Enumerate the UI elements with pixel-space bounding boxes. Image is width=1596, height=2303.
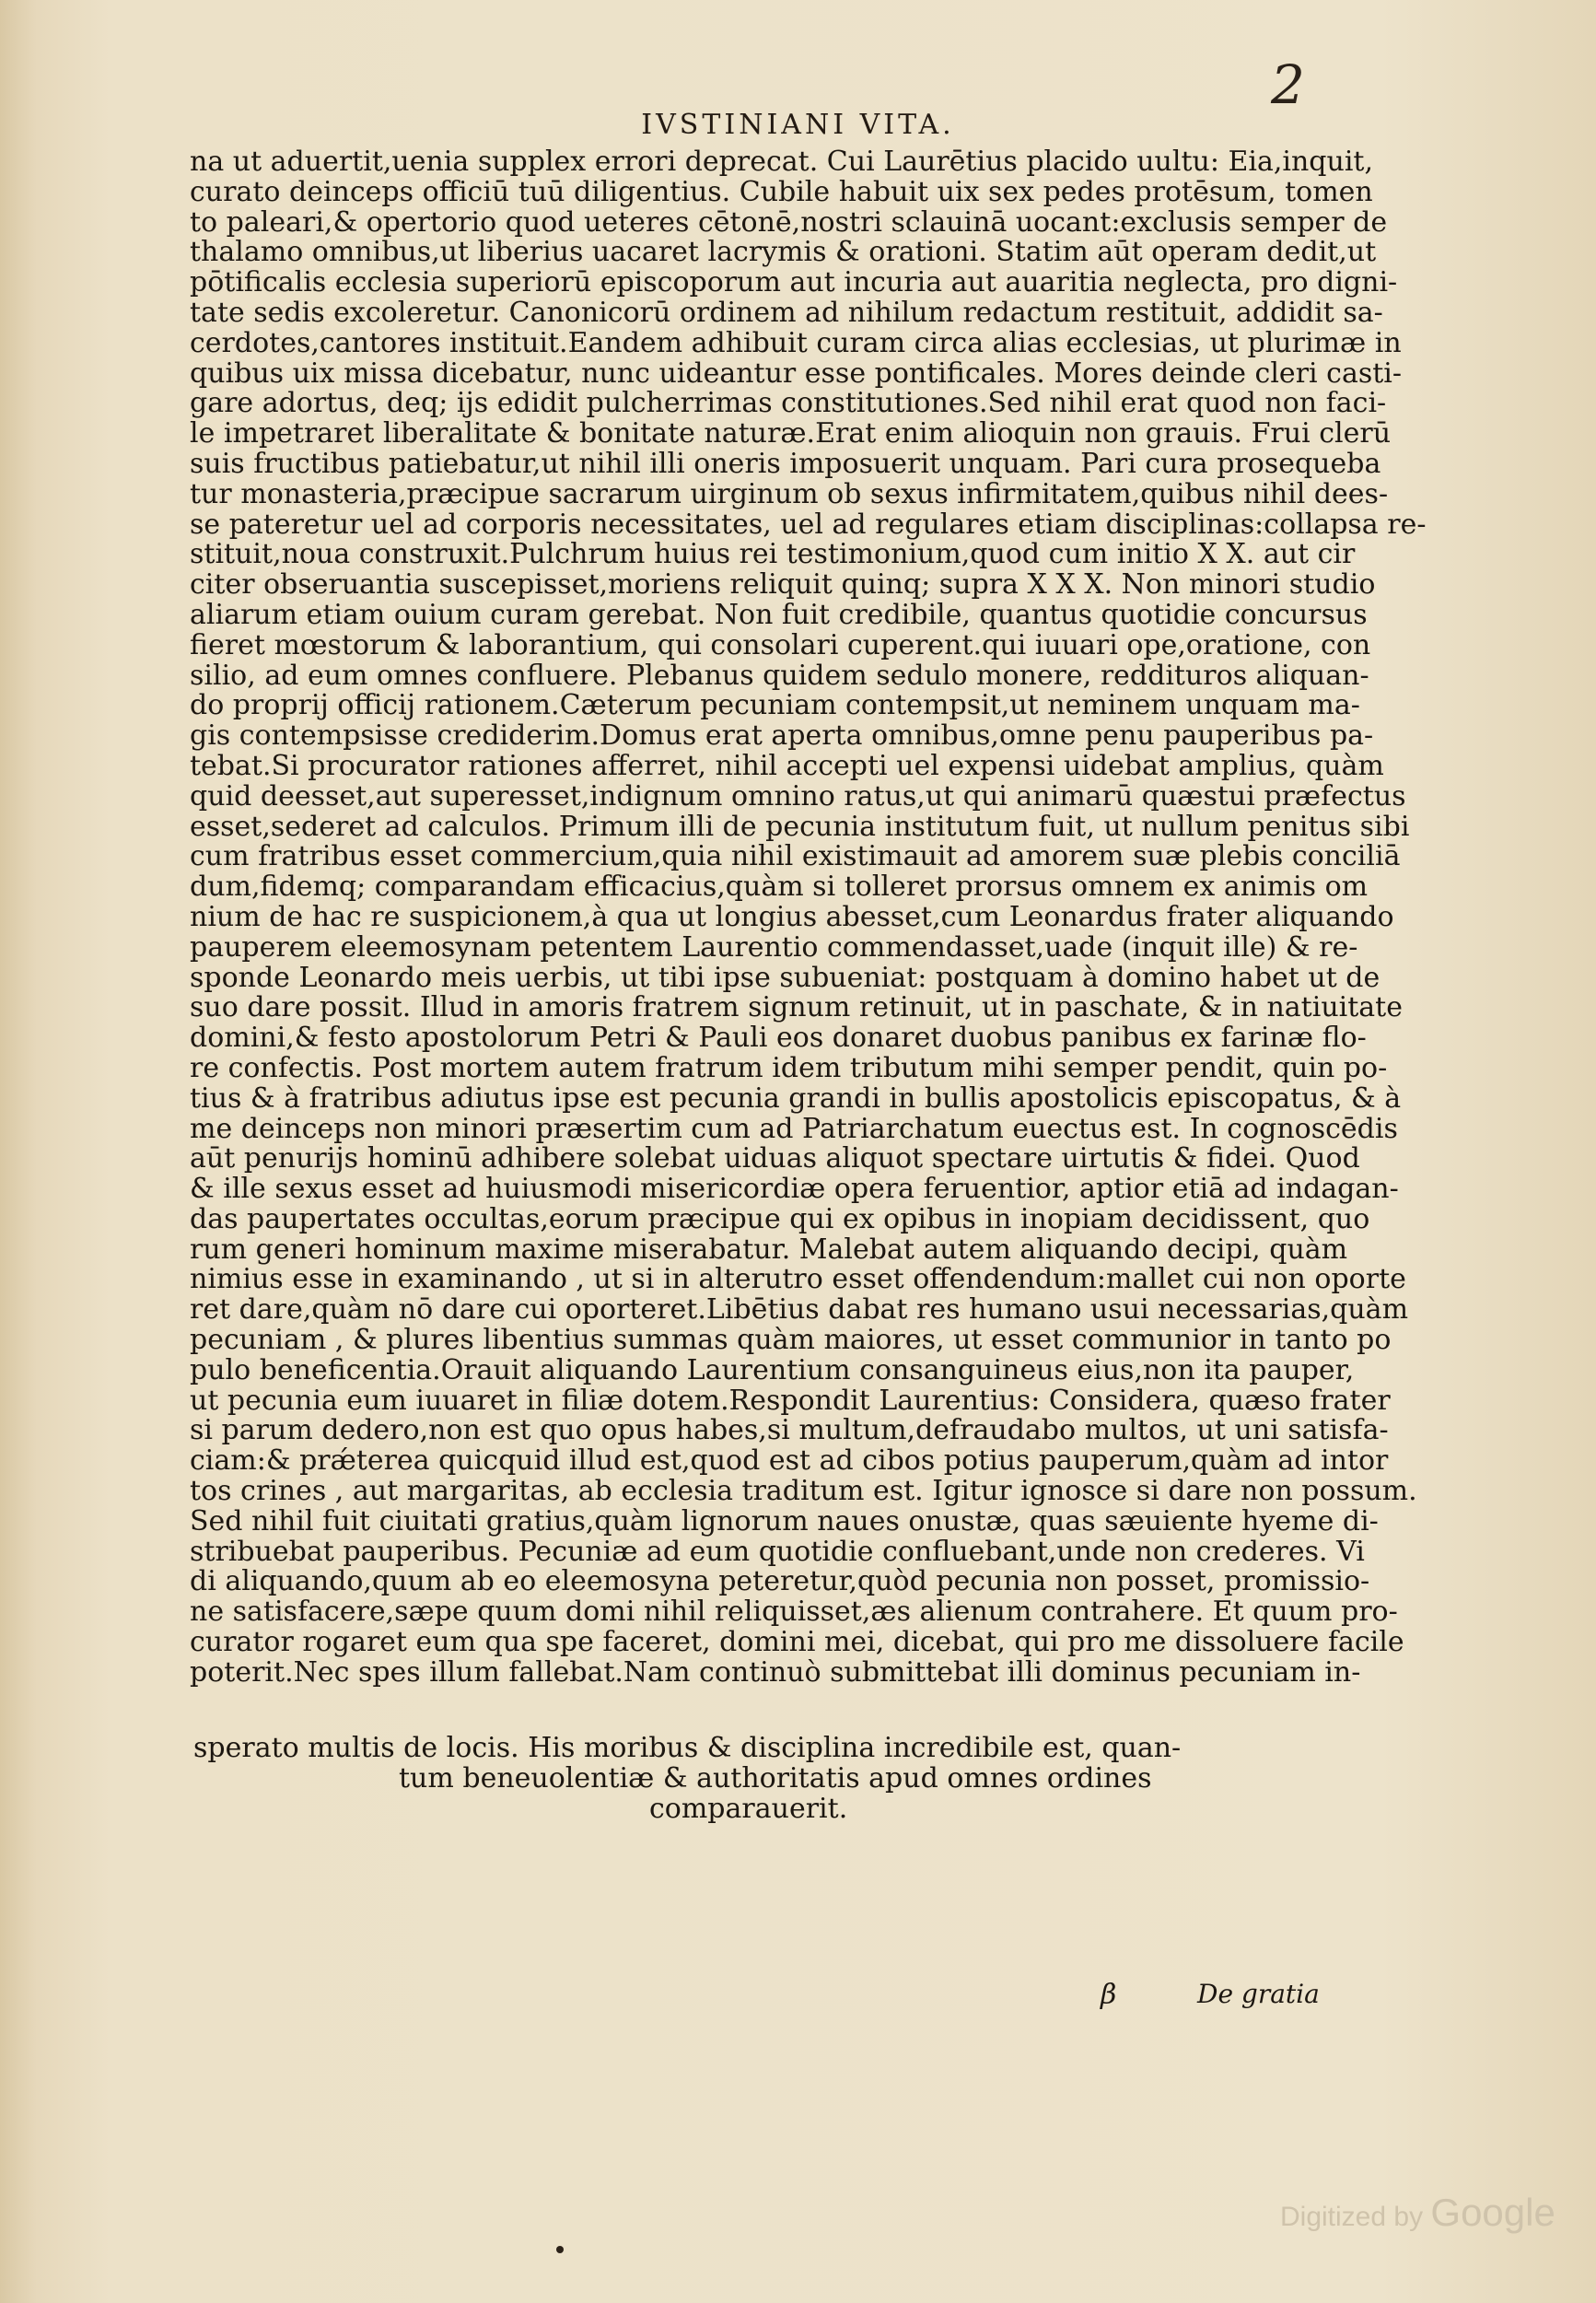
text-line: esset,sederet ad calculos. Primum illi de pecunia institutum fuit, ut nullum penitus sibi xyxy=(190,810,1410,843)
text-line: aūt penurijs hominū adhibere solebat uiduas aliquot spectare uirtutis & fidei. Quod xyxy=(190,1142,1360,1175)
text-line: comparauerit. xyxy=(649,1793,848,1825)
body-text xyxy=(190,146,1427,1689)
text-line: cum fratribus esset commercium,quia nihil existimauit ad amorem suæ plebis conciliā xyxy=(190,840,1401,873)
text-line: sponde Leonardo meis uerbis, ut tibi ipse subueniat: postquam à domino habet ut de xyxy=(190,961,1380,994)
text-line: re confectis. Post mortem autem fratrum idem tributum mihi semper pendit, quin po- xyxy=(190,1051,1388,1084)
text-line: & ille sexus esset ad huiusmodi misericordiæ opera feruentior, aptior etiā ad indagan- xyxy=(190,1173,1399,1206)
text-line: na ut aduertit,uenia supplex errori deprecat. Cui Laurētius placido uultu: Eia,inquit, xyxy=(190,146,1374,178)
text-line: to paleari,& opertorio quod ueteres cētonē,nostri sclauinā uocant:exclusis semper de xyxy=(190,205,1388,239)
text-line: tebat.Si procurator rationes afferret, nihil accepti uel expensi uidebat amplius, quàm xyxy=(190,749,1384,782)
text-line: ret dare,quàm nō dare cui oporteret.Libētius dabat res humano usui necessarias,quàm xyxy=(190,1293,1409,1327)
text-line: do proprij officij rationem.Cæterum pecuniam contempsit,ut neminem unquam ma- xyxy=(190,689,1360,722)
text-line: curator rogaret eum qua spe faceret, domini mei, dicebat, qui pro me dissoluere facile xyxy=(190,1626,1404,1659)
text-line: fieret mœstorum & laborantium, qui consolari cuperent.qui iuuari ope,oratione, con xyxy=(190,628,1371,661)
text-line: tur monasteria,præcipue sacrarum uirginum ob sexus infirmitatem,quibus nihil dees- xyxy=(190,477,1389,510)
text-line: pōtificalis ecclesia superiorū episcoporum aut incuria aut auaritia neglecta, pro digni- xyxy=(190,266,1398,299)
text-line: quibus uix missa dicebatur, nunc uideantur esse pontificales. Mores deinde cleri casti- xyxy=(190,357,1403,390)
text-line: dum,fidemq; comparandam efficacius,quàm si tolleret prorsus omnem ex animis om xyxy=(190,871,1369,904)
text-line: ut pecunia eum iuuaret in filiæ dotem.Respondit Laurentius: Considera, quæso frater xyxy=(190,1384,1391,1417)
catchword: De gratia xyxy=(1197,1979,1320,2009)
text-line: cerdotes,cantores instituit.Eandem adhibuit curam circa alias ecclesias, ut plurimæ in xyxy=(190,326,1402,359)
watermark-prefix: Digitized by xyxy=(1280,2202,1431,2232)
text-line: silio, ad eum omnes confluere. Plebanus quidem sedulo monere, reddituros aliquan- xyxy=(190,659,1369,692)
text-line: tate sedis excoleretur. Canonicorū ordinem ad nihilum redactum restituit, addidit sa- xyxy=(190,296,1383,329)
text-line: curato deinceps officiū tuū diligentius. Cubile habuit uix sex pedes protēsum, tomen xyxy=(190,175,1373,208)
text-line: me deinceps non minori præsertim cum ad Patriarchatum euectus est. In cognoscēdis xyxy=(190,1112,1398,1145)
text-line: si parum dedero,non est quo opus habes,si multum,defraudabo multos, ut uni satisfa- xyxy=(190,1414,1389,1447)
text-line: aliarum etiam ouium curam gerebat. Non fuit credibile, quantus quotidie concursus xyxy=(190,598,1368,631)
text-line: di aliquando,quum ab eo eleemosyna peteretur,quòd pecunia non posset, promissio- xyxy=(190,1565,1370,1598)
text-line: stituit,noua construxit.Pulchrum huius rei testimonium,quod cum initio X X. aut cir xyxy=(190,538,1356,571)
text-line: gare adortus, deq; ijs edidit pulcherrimas constitutiones.Sed nihil erat quod non faci- xyxy=(190,387,1387,420)
text-line: pecuniam , & plures libentius summas quàm maiores, ut esset communior in tanto po xyxy=(190,1324,1392,1357)
text-line: tos crines , aut margaritas, ab ecclesia traditum est. Igitur ignosce si dare non possum. xyxy=(190,1475,1417,1508)
watermark-brand: Google xyxy=(1430,2191,1555,2234)
text-line: poterit.Nec spes illum fallebat.Nam continuò submittebat illi dominus pecuniam in- xyxy=(190,1655,1361,1689)
text-line: Sed nihil fuit ciuitati gratius,quàm lignorum naues onustæ, quas sæuiente hyeme di- xyxy=(190,1504,1379,1537)
text-line: citer obseruantia suscepisset,moriens reliquit quinq; supra X X X. Non minori studio xyxy=(190,568,1376,602)
signature-mark: β xyxy=(1101,1979,1117,2011)
text-line: pauperem eleemosynam petentem Laurentio commendasset,uade (inquit ille) & re- xyxy=(190,930,1358,964)
text-line: le impetraret liberalitate & bonitate naturæ.Erat enim alioquin non grauis. Frui clerū xyxy=(190,417,1392,450)
running-head: IVSTINIANI VITA. xyxy=(641,109,955,141)
text-line: ciam:& prǽterea quicquid illud est,quod est ad cibos potius pauperum,quàm ad intor xyxy=(190,1444,1389,1478)
text-line: pulo beneficentia.Orauit aliquando Laurentium consanguineus eius,non ita pauper, xyxy=(190,1353,1355,1386)
text-line: sperato multis de locis. His moribus & disciplina incredibile est, quan- xyxy=(193,1732,1182,1764)
digitized-watermark xyxy=(1280,2191,1555,2235)
text-line: rum generi hominum maxime miserabatur. Malebat autem aliquando decipi, quàm xyxy=(190,1233,1348,1266)
text-line: ne satisfacere,sæpe quum domi nihil reliquisset,æs alienum contrahere. Et quum pro- xyxy=(190,1596,1398,1629)
text-line: thalamo omnibus,ut liberius uacaret lacrymis & orationi. Statim aūt operam dedit,ut xyxy=(190,236,1377,269)
text-line: domini,& festo apostolorum Petri & Pauli eos donaret duobus panibus ex farinæ flo- xyxy=(190,1022,1367,1055)
folio-number: 2 xyxy=(1271,53,1305,116)
text-line: das paupertates occultas,eorum præcipue qui ex opibus in inopiam decidissent, quo xyxy=(190,1202,1370,1235)
text-line: quid deesset,aut superesset,indignum omnino ratus,ut qui animarū quæstui præfectus xyxy=(190,779,1406,812)
ink-speck xyxy=(556,2246,564,2253)
text-line: suo dare possit. Illud in amoris fratrem signum retinuit, ut in paschate, & in natiuitate xyxy=(190,991,1403,1024)
text-line: nium de hac re suspicionem,à qua ut longius abesset,cum Leonardus frater aliquando xyxy=(190,900,1394,933)
text-line: tius & à fratribus adiutus ipse est pecunia grandi in bullis apostolicis episcopatus, & à xyxy=(190,1081,1402,1115)
text-line: se pateretur uel ad corporis necessitates, uel ad regulares etiam disciplinas:collapsa re- xyxy=(190,508,1427,541)
text-line: gis contempsisse crediderim.Domus erat aperta omnibus,omne penu pauperibus pa- xyxy=(190,719,1374,753)
text-line: suis fructibus patiebatur,ut nihil illi oneris imposuerit unquam. Pari cura prosequeba xyxy=(190,447,1381,480)
text-line: nimius esse in examinando , ut si in alterutro esset offendendum:mallet cui non oporte xyxy=(190,1263,1406,1296)
text-line: stribuebat pauperibus. Pecuniæ ad eum quotidie confluebant,unde non crederes. Vi xyxy=(190,1535,1365,1568)
text-line: tum beneuolentiæ & authoritatis apud omnes ordines xyxy=(399,1762,1152,1794)
